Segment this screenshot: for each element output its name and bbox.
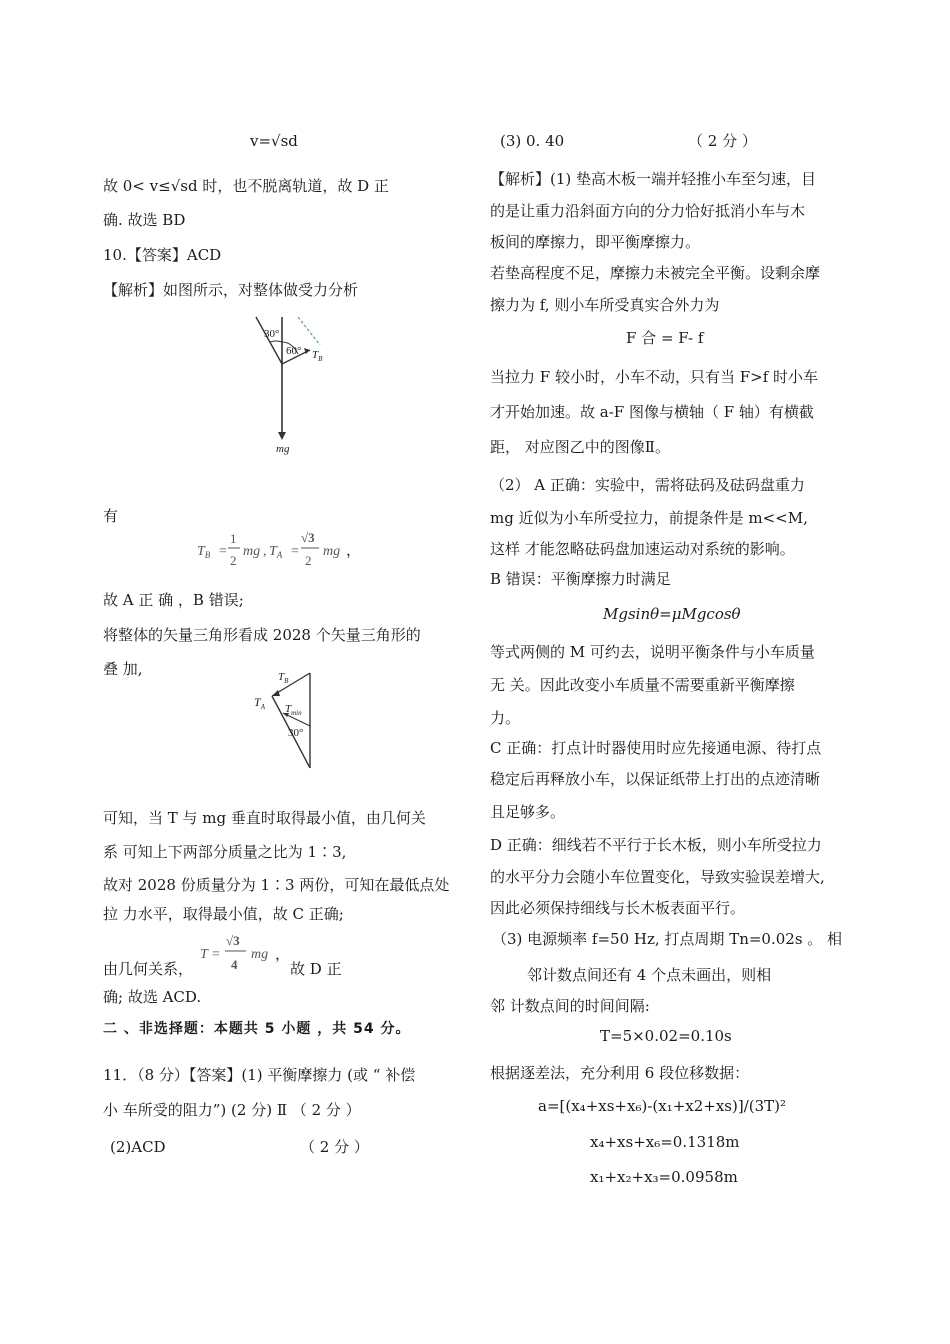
- text-line: F 合 = F- f: [626, 329, 704, 347]
- text-line: 拉 力水平，取得最小值，故 C 正确;: [103, 905, 344, 923]
- angle-label: 60°: [286, 345, 302, 357]
- svg-text:TB: $T_B$: [278, 671, 289, 685]
- text-line: B 错误：平衡摩擦力时满足: [490, 570, 671, 588]
- text-line: 板间的摩擦力，即平衡摩擦力。: [490, 233, 701, 251]
- text-line: 由几何关系，: [103, 960, 194, 978]
- text-line: 将整体的矢量三角形看成 2028 个矢量三角形的: [103, 626, 421, 644]
- text-line: 【解析】如图所示，对整体做受力分析: [103, 281, 359, 299]
- text-line: mg 近似为小车所受拉力，前提条件是 m<<M,: [490, 509, 808, 527]
- svg-text:TA: $T_A$: [269, 544, 283, 560]
- text-line: 可知，当 T 与 mg 垂直时取得最小值，由几何关: [103, 809, 426, 827]
- formula-line: Mgsinθ=μMgcosθ: [603, 605, 741, 623]
- vector-triangle-figure: [250, 668, 330, 773]
- text-line: （ 2 分 ）: [688, 132, 757, 150]
- text-line: 无 关。因此改变小车质量不需要重新平衡摩擦: [490, 676, 795, 694]
- text-line: 等式两侧的 M 可约去，说明平衡条件与小车质量: [490, 643, 815, 661]
- text-line: ，: [346, 541, 362, 559]
- text-line: (2)ACD: [110, 1138, 166, 1156]
- text-line: 有: [103, 507, 119, 525]
- formula-line: x₁+x₂+x₃=0.0958m: [590, 1168, 738, 1186]
- text-line: 11．（8 分）【答案】(1) 平衡摩擦力 (或 “ 补偿: [103, 1066, 416, 1084]
- text-line: ，: [275, 945, 291, 963]
- text-line: 故对 2028 份质量分为 1∶3 两份，可知在最低点处: [103, 876, 450, 894]
- svg-text:2: 2: [305, 553, 312, 568]
- answer-heading: 10.【答案】ACD: [103, 246, 222, 264]
- svg-text:√3: √3: [226, 933, 240, 948]
- svg-text:mg: mg: [243, 544, 261, 559]
- svg-text:TB: $T_B$: [197, 544, 211, 560]
- text-line: 才开始加速。故 a-F 图像与横轴（ F 轴）有横截: [490, 403, 814, 421]
- text-line: (3) 0. 40: [500, 132, 565, 150]
- section-heading: 二 、非选择题：本题共 5 小题 ，共 54 分。: [103, 1021, 411, 1037]
- text-line: 根据逐差法，充分利用 6 段位移数据：: [490, 1064, 750, 1082]
- text-line: 的是让重力沿斜面方向的分力恰好抵消小车与木: [490, 202, 806, 220]
- text-line: 故 A 正 确 ，B 错误;: [103, 591, 244, 609]
- svg-text:=: =: [291, 544, 299, 559]
- text-line: 小 车所受的阻力”) (2 分) Ⅱ （ 2 分 ）: [103, 1101, 361, 1119]
- svg-text:=: =: [212, 947, 220, 962]
- text-line: 若垫高程度不足，摩擦力未被完全平衡。设剩余摩: [490, 264, 821, 282]
- formula-line: T=5×0.02=0.10s: [600, 1027, 732, 1045]
- text-line: 确. 故选 BD: [103, 211, 186, 229]
- text-line: 邻计数点间还有 4 个点未画出，则相: [527, 966, 772, 984]
- svg-text:TA: $T_A$: [254, 695, 265, 711]
- text-line: D 正确：细线若不平行于长木板，则小车所受拉力: [490, 836, 822, 854]
- angle-label: 30°: [264, 328, 280, 340]
- svg-text:,: ,: [263, 544, 267, 559]
- svg-text:=: =: [219, 544, 227, 559]
- text-line: 系 可知上下两部分质量之比为 1∶3,: [103, 843, 347, 861]
- formula-tension: [195, 525, 370, 575]
- text-line: 稳定后再释放小车，以保证纸带上打出的点迹清晰: [490, 770, 821, 788]
- text-line: 故 D 正: [290, 960, 342, 978]
- text-line: 因此必须保持细线与长木板表面平行。: [490, 899, 746, 917]
- tension-b-label: $T_B$: [312, 349, 323, 363]
- svg-text:mg: mg: [323, 544, 341, 559]
- text-line: C 正确：打点计时器使用时应先接通电源、待打点: [490, 739, 822, 757]
- svg-text:Tmin: $T_{min}$: [285, 703, 302, 717]
- svg-text:2: 2: [230, 553, 237, 568]
- svg-text:√3: √3: [301, 530, 315, 545]
- text-line: 力。: [490, 709, 521, 727]
- text-line: 且足够多。: [490, 803, 566, 821]
- text-line: （ 2 分 ）: [300, 1138, 369, 1156]
- text-line: 这样 才能忽略砝码盘加速运动对系统的影响。: [490, 540, 795, 558]
- text-line: 叠 加,: [103, 660, 143, 678]
- text-line: 【解析】(1) 垫高木板一端并轻推小车至匀速，目: [490, 170, 817, 188]
- text-line: （3) 电源频率 f=50 Hz, 打点周期 Tn=0.02s 。 相: [492, 930, 843, 948]
- text-line: 当拉力 F 较小时，小车不动，只有当 F>f 时小车: [490, 368, 819, 386]
- text-line: 故 0< v≤√sd 时，也不脱离轨道，故 D 正: [103, 177, 389, 195]
- svg-text:4: 4: [231, 957, 238, 972]
- text-line: 的水平分力会随小车位置变化，导致实验误差增大,: [490, 868, 825, 886]
- text-line: v=√sd: [250, 132, 298, 150]
- formula-line: a=[(x₄+xs+x₆)-(x₁+x2+xs)]/(3T)²: [538, 1097, 787, 1115]
- svg-text:30°: 30°: [288, 727, 304, 739]
- svg-text:mg: mg: [251, 947, 269, 962]
- text-line: 距， 对应图乙中的图像Ⅱ。: [490, 438, 670, 456]
- text-line: （2） A 正确：实验中，需将砝码及砝码盘重力: [490, 476, 805, 494]
- force-diagram-figure: [228, 312, 338, 457]
- text-line: 邻 计数点间的时间间隔:: [490, 997, 650, 1015]
- text-line: 确; 故选 ACD.: [103, 988, 202, 1006]
- svg-text:T: T: [200, 947, 208, 962]
- text-line: 擦力为 f, 则小车所受真实合外力为: [490, 296, 720, 314]
- mg-label: mg: [276, 443, 290, 455]
- svg-text:1: 1: [230, 531, 237, 546]
- formula-line: x₄+xs+x₆=0.1318m: [590, 1133, 740, 1151]
